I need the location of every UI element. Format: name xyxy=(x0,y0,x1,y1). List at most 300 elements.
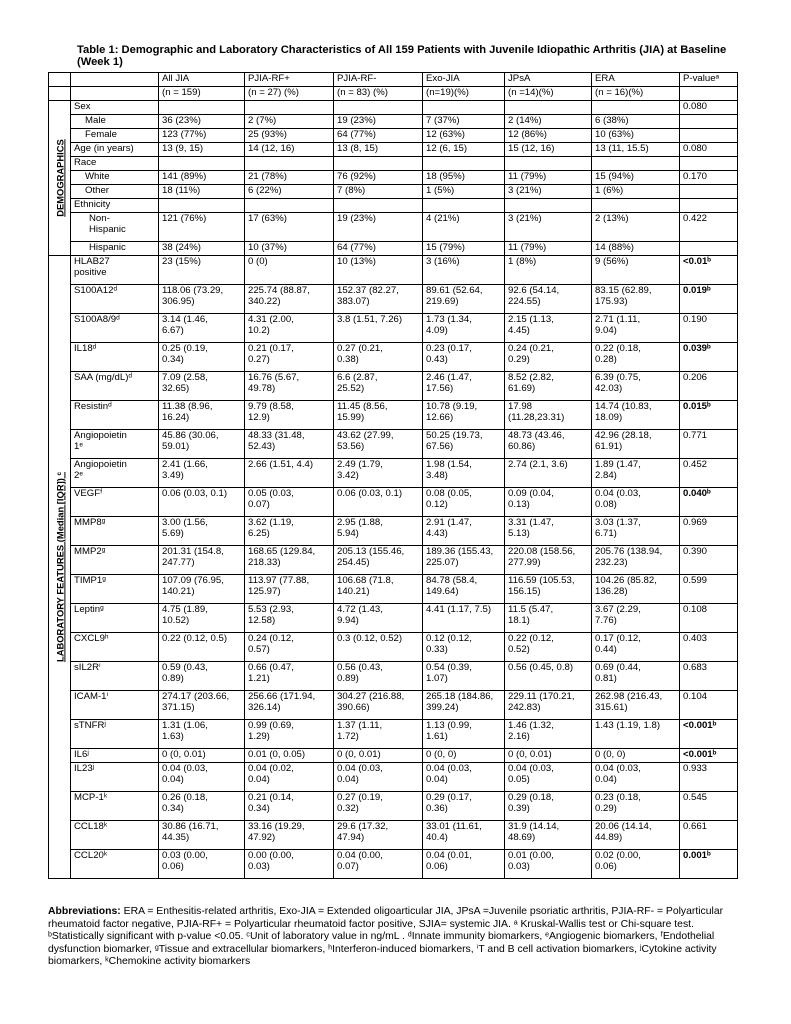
footnote xyxy=(48,906,748,969)
row-label: Angiopoietin 2ᵉ xyxy=(71,459,159,488)
value-cell: 141 (89%) xyxy=(159,171,245,185)
row-label: CCL20ᵏ xyxy=(71,850,159,879)
value-cell: 13 (8, 15) xyxy=(334,143,423,157)
column-header: Exo-JIA xyxy=(423,73,505,87)
p-value: 0.969 xyxy=(680,517,738,546)
p-value: 0.104 xyxy=(680,691,738,720)
value-cell: 1.46 (1.32, 2.16) xyxy=(505,720,592,749)
value-cell: 4.72 (1.43, 9.94) xyxy=(334,604,423,633)
demographic-row xyxy=(49,242,738,256)
value-cell: 0 (0, 0.01) xyxy=(505,749,592,763)
p-value xyxy=(680,185,738,199)
row-label: VEGFᶠ xyxy=(71,488,159,517)
p-value: 0.933 xyxy=(680,763,738,792)
value-cell: 0.24 (0.21, 0.29) xyxy=(505,343,592,372)
demographics-label: DEMOGRAPHICS xyxy=(53,139,65,217)
value-cell: 3 (21%) xyxy=(505,213,592,242)
value-cell xyxy=(159,199,245,213)
value-cell: 1 (5%) xyxy=(423,185,505,199)
value-cell: 0.3 (0.12, 0.52) xyxy=(334,633,423,662)
value-cell: 0.04 (0.02, 0.04) xyxy=(245,763,334,792)
value-cell: 201.31 (154.8, 247.77) xyxy=(159,546,245,575)
value-cell: 7 (37%) xyxy=(423,115,505,129)
value-cell: 2.41 (1.66, 3.49) xyxy=(159,459,245,488)
value-cell: 33.01 (11.61, 40.4) xyxy=(423,821,505,850)
p-value: 0.015ᵇ xyxy=(680,401,738,430)
value-cell: 14.74 (10.83, 18.09) xyxy=(592,401,680,430)
value-cell: 0.01 (0, 0.05) xyxy=(245,749,334,763)
lab-row xyxy=(49,604,738,633)
value-cell: 19 (23%) xyxy=(334,213,423,242)
value-cell: 1.37 (1.11, 1.72) xyxy=(334,720,423,749)
row-label: Age (in years) xyxy=(71,143,159,157)
value-cell: 38 (24%) xyxy=(159,242,245,256)
column-header: All JIA xyxy=(159,73,245,87)
value-cell: 6 (22%) xyxy=(245,185,334,199)
value-cell: 23 (15%) xyxy=(159,256,245,285)
p-value: 0.039ᵇ xyxy=(680,343,738,372)
value-cell: 2.15 (1.13, 4.45) xyxy=(505,314,592,343)
value-cell: 205.76 (138.94, 232.23) xyxy=(592,546,680,575)
value-cell xyxy=(334,157,423,171)
characteristics-table xyxy=(48,72,738,879)
value-cell xyxy=(592,199,680,213)
value-cell: 3.00 (1.56, 5.69) xyxy=(159,517,245,546)
value-cell: 1.31 (1.06, 1.63) xyxy=(159,720,245,749)
lab-row xyxy=(49,401,738,430)
value-cell: 43.62 (27.99, 53.56) xyxy=(334,430,423,459)
value-cell: 64 (77%) xyxy=(334,129,423,143)
value-cell: 0.27 (0.21, 0.38) xyxy=(334,343,423,372)
value-cell xyxy=(245,101,334,115)
column-header: PJIA-RF+ xyxy=(245,73,334,87)
value-cell: 0.05 (0.03, 0.07) xyxy=(245,488,334,517)
value-cell: 11 (79%) xyxy=(505,242,592,256)
value-cell: 1.89 (1.47, 2.84) xyxy=(592,459,680,488)
row-label: Race xyxy=(71,157,159,171)
value-cell: 116.59 (105.53, 156.15) xyxy=(505,575,592,604)
p-value: 0.170 xyxy=(680,171,738,185)
column-count xyxy=(680,87,738,101)
value-cell: 6.39 (0.75, 42.03) xyxy=(592,372,680,401)
value-cell: 2.71 (1.11, 9.04) xyxy=(592,314,680,343)
value-cell: 2.95 (1.88, 5.94) xyxy=(334,517,423,546)
p-value xyxy=(680,129,738,143)
value-cell: 0.24 (0.12, 0.57) xyxy=(245,633,334,662)
value-cell: 83.15 (62.89, 175.93) xyxy=(592,285,680,314)
value-cell xyxy=(245,157,334,171)
column-count: (n = 159) xyxy=(159,87,245,101)
value-cell: 0.27 (0.19, 0.32) xyxy=(334,792,423,821)
value-cell: 0.22 (0.18, 0.28) xyxy=(592,343,680,372)
row-label: Female xyxy=(71,129,159,143)
value-cell: 104.26 (85.82, 136.28) xyxy=(592,575,680,604)
value-cell: 42.96 (28.18, 61.91) xyxy=(592,430,680,459)
p-value: 0.390 xyxy=(680,546,738,575)
value-cell: 0.17 (0.12, 0.44) xyxy=(592,633,680,662)
value-cell: 17 (63%) xyxy=(245,213,334,242)
p-value: 0.452 xyxy=(680,459,738,488)
value-cell: 0.99 (0.69, 1.29) xyxy=(245,720,334,749)
value-cell: 4 (21%) xyxy=(423,213,505,242)
row-label: S100A12ᵈ xyxy=(71,285,159,314)
value-cell: 229.11 (170.21, 242.83) xyxy=(505,691,592,720)
lab-row xyxy=(49,285,738,314)
value-cell: 0.26 (0.18, 0.34) xyxy=(159,792,245,821)
demographic-row xyxy=(49,185,738,199)
value-cell: 21 (78%) xyxy=(245,171,334,185)
value-cell: 12 (6, 15) xyxy=(423,143,505,157)
value-cell: 48.73 (43.46, 60.86) xyxy=(505,430,592,459)
value-cell xyxy=(245,199,334,213)
column-header: JPsA xyxy=(505,73,592,87)
value-cell: 2.66 (1.51, 4.4) xyxy=(245,459,334,488)
value-cell: 1.73 (1.34, 4.09) xyxy=(423,314,505,343)
p-value: 0.545 xyxy=(680,792,738,821)
value-cell: 33.16 (19.29, 47.92) xyxy=(245,821,334,850)
corner-cell xyxy=(49,73,71,87)
lab-row xyxy=(49,763,738,792)
p-value: 0.403 xyxy=(680,633,738,662)
row-label: Sex xyxy=(71,101,159,115)
column-count: (n = 83) (%) xyxy=(334,87,423,101)
p-value: <0.001ᵇ xyxy=(680,749,738,763)
value-cell xyxy=(159,101,245,115)
value-cell: 0.03 (0.00, 0.06) xyxy=(159,850,245,879)
lab-row xyxy=(49,850,738,879)
value-cell: 48.33 (31.48, 52.43) xyxy=(245,430,334,459)
demographic-row xyxy=(49,199,738,213)
value-cell: 0 (0, 0.01) xyxy=(334,749,423,763)
column-count: (n = 16)(%) xyxy=(592,87,680,101)
row-label: IL18ᵈ xyxy=(71,343,159,372)
value-cell: 262.98 (216.43, 315.61) xyxy=(592,691,680,720)
p-value: 0.190 xyxy=(680,314,738,343)
demographic-row xyxy=(49,129,738,143)
lab-row xyxy=(49,459,738,488)
demographic-row xyxy=(49,213,738,242)
value-cell: 45.86 (30.06, 59.01) xyxy=(159,430,245,459)
row-label: Male xyxy=(71,115,159,129)
value-cell: 0 (0, 0.01) xyxy=(159,749,245,763)
value-cell: 3.03 (1.37, 6.71) xyxy=(592,517,680,546)
value-cell: 256.66 (171.94, 326.14) xyxy=(245,691,334,720)
p-value xyxy=(680,242,738,256)
p-value: 0.080 xyxy=(680,101,738,115)
value-cell: 36 (23%) xyxy=(159,115,245,129)
value-cell xyxy=(592,101,680,115)
value-cell: 3.67 (2.29, 7.76) xyxy=(592,604,680,633)
value-cell xyxy=(423,101,505,115)
value-cell: 5.53 (2.93, 12.58) xyxy=(245,604,334,633)
value-cell: 30.86 (16.71, 44.35) xyxy=(159,821,245,850)
value-cell: 6.6 (2.87, 25.52) xyxy=(334,372,423,401)
value-cell: 13 (9, 15) xyxy=(159,143,245,157)
value-cell: 3.62 (1.19, 6.25) xyxy=(245,517,334,546)
value-cell xyxy=(423,199,505,213)
value-cell: 0.59 (0.43, 0.89) xyxy=(159,662,245,691)
row-label: SAA (mg/dL)ᵈ xyxy=(71,372,159,401)
lab-row xyxy=(49,314,738,343)
value-cell: 0.04 (0.01, 0.06) xyxy=(423,850,505,879)
value-cell: 1 (6%) xyxy=(592,185,680,199)
lab-row xyxy=(49,575,738,604)
value-cell: 7 (8%) xyxy=(334,185,423,199)
demographic-row xyxy=(49,115,738,129)
corner-cell xyxy=(71,73,159,87)
row-label: sIL2Rⁱ xyxy=(71,662,159,691)
column-count: (n = 27) (%) xyxy=(245,87,334,101)
lab-row xyxy=(49,792,738,821)
section-demographics xyxy=(49,101,71,256)
value-cell: 4.75 (1.89, 10.52) xyxy=(159,604,245,633)
section-laboratory xyxy=(49,256,71,879)
row-label: HLAB27 positive xyxy=(71,256,159,285)
value-cell: 1.13 (0.99, 1.61) xyxy=(423,720,505,749)
value-cell: 3.8 (1.51, 7.26) xyxy=(334,314,423,343)
value-cell: 0.21 (0.17, 0.27) xyxy=(245,343,334,372)
row-label: Ethnicity xyxy=(71,199,159,213)
row-label: Non- Hispanic xyxy=(71,213,159,242)
value-cell: 4.41 (1.17, 7.5) xyxy=(423,604,505,633)
lab-row xyxy=(49,749,738,763)
value-cell: 2 (13%) xyxy=(592,213,680,242)
value-cell: 84.78 (58.4, 149.64) xyxy=(423,575,505,604)
corner-cell xyxy=(71,87,159,101)
p-value: <0.001ᵇ xyxy=(680,720,738,749)
value-cell: 15 (94%) xyxy=(592,171,680,185)
value-cell: 0.00 (0.00, 0.03) xyxy=(245,850,334,879)
value-cell: 11.5 (5.47, 18.1) xyxy=(505,604,592,633)
row-label: IL6ʲ xyxy=(71,749,159,763)
value-cell: 0.04 (0.03, 0.04) xyxy=(334,763,423,792)
value-cell: 1 (8%) xyxy=(505,256,592,285)
column-header: P-valueᵃ xyxy=(680,73,738,87)
value-cell xyxy=(334,101,423,115)
value-cell: 0.25 (0.19, 0.34) xyxy=(159,343,245,372)
value-cell: 113.97 (77.88, 125.97) xyxy=(245,575,334,604)
demographic-row xyxy=(49,143,738,157)
value-cell: 2.49 (1.79, 3.42) xyxy=(334,459,423,488)
value-cell: 189.36 (155.43, 225.07) xyxy=(423,546,505,575)
column-count: (n=19)(%) xyxy=(423,87,505,101)
p-value: 0.080 xyxy=(680,143,738,157)
value-cell: 0.29 (0.18, 0.39) xyxy=(505,792,592,821)
p-value: 0.019ᵇ xyxy=(680,285,738,314)
row-label: ICAM-1ⁱ xyxy=(71,691,159,720)
p-value: 0.771 xyxy=(680,430,738,459)
value-cell: 205.13 (155.46, 254.45) xyxy=(334,546,423,575)
value-cell: 0.23 (0.17, 0.43) xyxy=(423,343,505,372)
value-cell xyxy=(334,199,423,213)
value-cell: 3 (21%) xyxy=(505,185,592,199)
value-cell: 0.04 (0.03, 0.08) xyxy=(592,488,680,517)
value-cell: 15 (12, 16) xyxy=(505,143,592,157)
row-label: CCL18ᵏ xyxy=(71,821,159,850)
value-cell: 16.76 (5.67, 49.78) xyxy=(245,372,334,401)
value-cell: 10 (37%) xyxy=(245,242,334,256)
value-cell: 10.78 (9.19, 12.66) xyxy=(423,401,505,430)
value-cell: 3 (16%) xyxy=(423,256,505,285)
value-cell: 0.01 (0.00, 0.03) xyxy=(505,850,592,879)
value-cell: 14 (12, 16) xyxy=(245,143,334,157)
lab-row xyxy=(49,256,738,285)
lab-row xyxy=(49,720,738,749)
value-cell: 29.6 (17.32, 47.94) xyxy=(334,821,423,850)
value-cell: 12 (63%) xyxy=(423,129,505,143)
value-cell: 25 (93%) xyxy=(245,129,334,143)
count-row xyxy=(49,87,738,101)
p-value: <0.01ᵇ xyxy=(680,256,738,285)
value-cell: 50.25 (19.73, 67.56) xyxy=(423,430,505,459)
lab-row xyxy=(49,517,738,546)
value-cell: 0.04 (0.03, 0.04) xyxy=(423,763,505,792)
value-cell: 18 (11%) xyxy=(159,185,245,199)
value-cell: 12 (86%) xyxy=(505,129,592,143)
p-value: 0.001ᵇ xyxy=(680,850,738,879)
value-cell: 0.08 (0.05, 0.12) xyxy=(423,488,505,517)
value-cell: 0.56 (0.45, 0.8) xyxy=(505,662,592,691)
value-cell xyxy=(505,157,592,171)
value-cell: 14 (88%) xyxy=(592,242,680,256)
value-cell: 31.9 (14.14, 48.69) xyxy=(505,821,592,850)
value-cell: 0 (0, 0) xyxy=(592,749,680,763)
value-cell: 0.04 (0.00, 0.07) xyxy=(334,850,423,879)
row-label: White xyxy=(71,171,159,185)
value-cell: 152.37 (82.27, 383.07) xyxy=(334,285,423,314)
value-cell: 121 (76%) xyxy=(159,213,245,242)
value-cell: 2 (14%) xyxy=(505,115,592,129)
value-cell: 8.52 (2.82, 61.69) xyxy=(505,372,592,401)
column-count: (n =14)(%) xyxy=(505,87,592,101)
lab-row xyxy=(49,430,738,459)
value-cell: 2.74 (2.1, 3.6) xyxy=(505,459,592,488)
corner-cell xyxy=(49,87,71,101)
row-label: sTNFRʲ xyxy=(71,720,159,749)
value-cell: 1.98 (1.54, 3.48) xyxy=(423,459,505,488)
lab-row xyxy=(49,662,738,691)
p-value: 0.661 xyxy=(680,821,738,850)
value-cell: 0.06 (0.03, 0.1) xyxy=(334,488,423,517)
value-cell: 0.21 (0.14, 0.34) xyxy=(245,792,334,821)
value-cell: 76 (92%) xyxy=(334,171,423,185)
header-row xyxy=(49,73,738,87)
lab-row xyxy=(49,372,738,401)
value-cell xyxy=(505,101,592,115)
value-cell: 92.6 (54.14, 224.55) xyxy=(505,285,592,314)
lab-row xyxy=(49,488,738,517)
row-label: Hispanic xyxy=(71,242,159,256)
value-cell: 0.04 (0.03, 0.05) xyxy=(505,763,592,792)
value-cell xyxy=(592,157,680,171)
p-value: 0.599 xyxy=(680,575,738,604)
table-title: Table 1: Demographic and Laboratory Characteristics of All 159 Patients with Juvenile Idiopathic Arthritis (JIA) at Baseline (Week 1) xyxy=(77,44,727,68)
value-cell: 123 (77%) xyxy=(159,129,245,143)
p-value: 0.040ᵇ xyxy=(680,488,738,517)
value-cell: 0.22 (0.12, 0.5) xyxy=(159,633,245,662)
p-value: 0.108 xyxy=(680,604,738,633)
footnote-text: ERA = Enthesitis-related arthritis, Exo-JIA = Extended oligoarticular JIA, JPsA =Juvenile psoriatic arthritis, PJIA-RF- = Polyarticular rheumatoid factor negative, PJIA-RF+ = Polyarticular rheumatoid factor positive, SJIA= systemic JIA. ᵃ Kruskal-Wallis test or Chi-square test. ᵇStatistically significant with p-value <0.05. ᶜUnit of laboratory value in ng/mL . ᵈInnate immunity biomarkers, ᵉAngiogenic biomarkers, ᶠEndothelial dysfunction biomarker, ᵍTissue and extracellular biomarkers, ʰInterferon-induced biomarkers, ⁱT and B cell activation biomarkers, ʲCytokine activity biomarkers, ᵏChemokine activity biomarkers xyxy=(48,906,724,968)
value-cell: 118.06 (73.29, 306.95) xyxy=(159,285,245,314)
value-cell: 274.17 (203.66, 371.15) xyxy=(159,691,245,720)
p-value: 0.683 xyxy=(680,662,738,691)
value-cell: 6 (38%) xyxy=(592,115,680,129)
p-value: 0.422 xyxy=(680,213,738,242)
row-label: MMP2ᵍ xyxy=(71,546,159,575)
value-cell: 265.18 (184.86, 399.24) xyxy=(423,691,505,720)
value-cell: 0.02 (0.00, 0.06) xyxy=(592,850,680,879)
value-cell: 4.31 (2.00, 10.2) xyxy=(245,314,334,343)
value-cell: 3.14 (1.46, 6.67) xyxy=(159,314,245,343)
abbreviations-label: Abbreviations: xyxy=(48,906,121,917)
demographic-row xyxy=(49,171,738,185)
value-cell: 0 (0, 0) xyxy=(423,749,505,763)
value-cell: 0.04 (0.03, 0.04) xyxy=(592,763,680,792)
value-cell: 168.65 (129.84, 218.33) xyxy=(245,546,334,575)
value-cell: 11.45 (8.56, 15.99) xyxy=(334,401,423,430)
value-cell: 0.29 (0.17, 0.36) xyxy=(423,792,505,821)
lab-row xyxy=(49,546,738,575)
value-cell: 2.46 (1.47, 17.56) xyxy=(423,372,505,401)
value-cell: 225.74 (88.87, 340.22) xyxy=(245,285,334,314)
demographic-row xyxy=(49,101,738,115)
value-cell: 304.27 (216.88, 390.66) xyxy=(334,691,423,720)
value-cell: 18 (95%) xyxy=(423,171,505,185)
value-cell: 220.08 (158.56, 277.99) xyxy=(505,546,592,575)
row-label: MCP-1ᵏ xyxy=(71,792,159,821)
p-value xyxy=(680,115,738,129)
value-cell: 10 (63%) xyxy=(592,129,680,143)
value-cell xyxy=(159,157,245,171)
value-cell: 64 (77%) xyxy=(334,242,423,256)
value-cell: 2 (7%) xyxy=(245,115,334,129)
row-label: S100A8/9ᵈ xyxy=(71,314,159,343)
value-cell: 17.98 (11.28,23.31) xyxy=(505,401,592,430)
value-cell: 106.68 (71.8, 140.21) xyxy=(334,575,423,604)
column-header: PJIA-RF- xyxy=(334,73,423,87)
lab-row xyxy=(49,633,738,662)
row-label: Resistinᵈ xyxy=(71,401,159,430)
lab-row xyxy=(49,821,738,850)
value-cell: 0.66 (0.47, 1.21) xyxy=(245,662,334,691)
p-value: 0.206 xyxy=(680,372,738,401)
row-label: MMP8ᵍ xyxy=(71,517,159,546)
value-cell: 0.54 (0.39, 1.07) xyxy=(423,662,505,691)
value-cell: 107.09 (76.95, 140.21) xyxy=(159,575,245,604)
value-cell: 0.06 (0.03, 0.1) xyxy=(159,488,245,517)
laboratory-label: LABORATORY FEATURES (Median [IQR]) ᶜ xyxy=(53,471,65,663)
value-cell: 89.61 (52.64, 219.69) xyxy=(423,285,505,314)
value-cell: 0.22 (0.12, 0.52) xyxy=(505,633,592,662)
column-header: ERA xyxy=(592,73,680,87)
value-cell: 13 (11, 15.5) xyxy=(592,143,680,157)
p-value xyxy=(680,199,738,213)
value-cell: 11.38 (8.96, 16.24) xyxy=(159,401,245,430)
value-cell: 9 (56%) xyxy=(592,256,680,285)
value-cell: 15 (79%) xyxy=(423,242,505,256)
p-value xyxy=(680,157,738,171)
row-label: Leptinᵍ xyxy=(71,604,159,633)
value-cell: 11 (79%) xyxy=(505,171,592,185)
value-cell: 0.12 (0.12, 0.33) xyxy=(423,633,505,662)
value-cell: 0.23 (0.18, 0.29) xyxy=(592,792,680,821)
row-label: Angiopoietin 1ᵉ xyxy=(71,430,159,459)
value-cell: 0.56 (0.43, 0.89) xyxy=(334,662,423,691)
value-cell: 2.91 (1.47, 4.43) xyxy=(423,517,505,546)
value-cell: 10 (13%) xyxy=(334,256,423,285)
row-label: IL23ʲ xyxy=(71,763,159,792)
value-cell: 0.69 (0.44, 0.81) xyxy=(592,662,680,691)
